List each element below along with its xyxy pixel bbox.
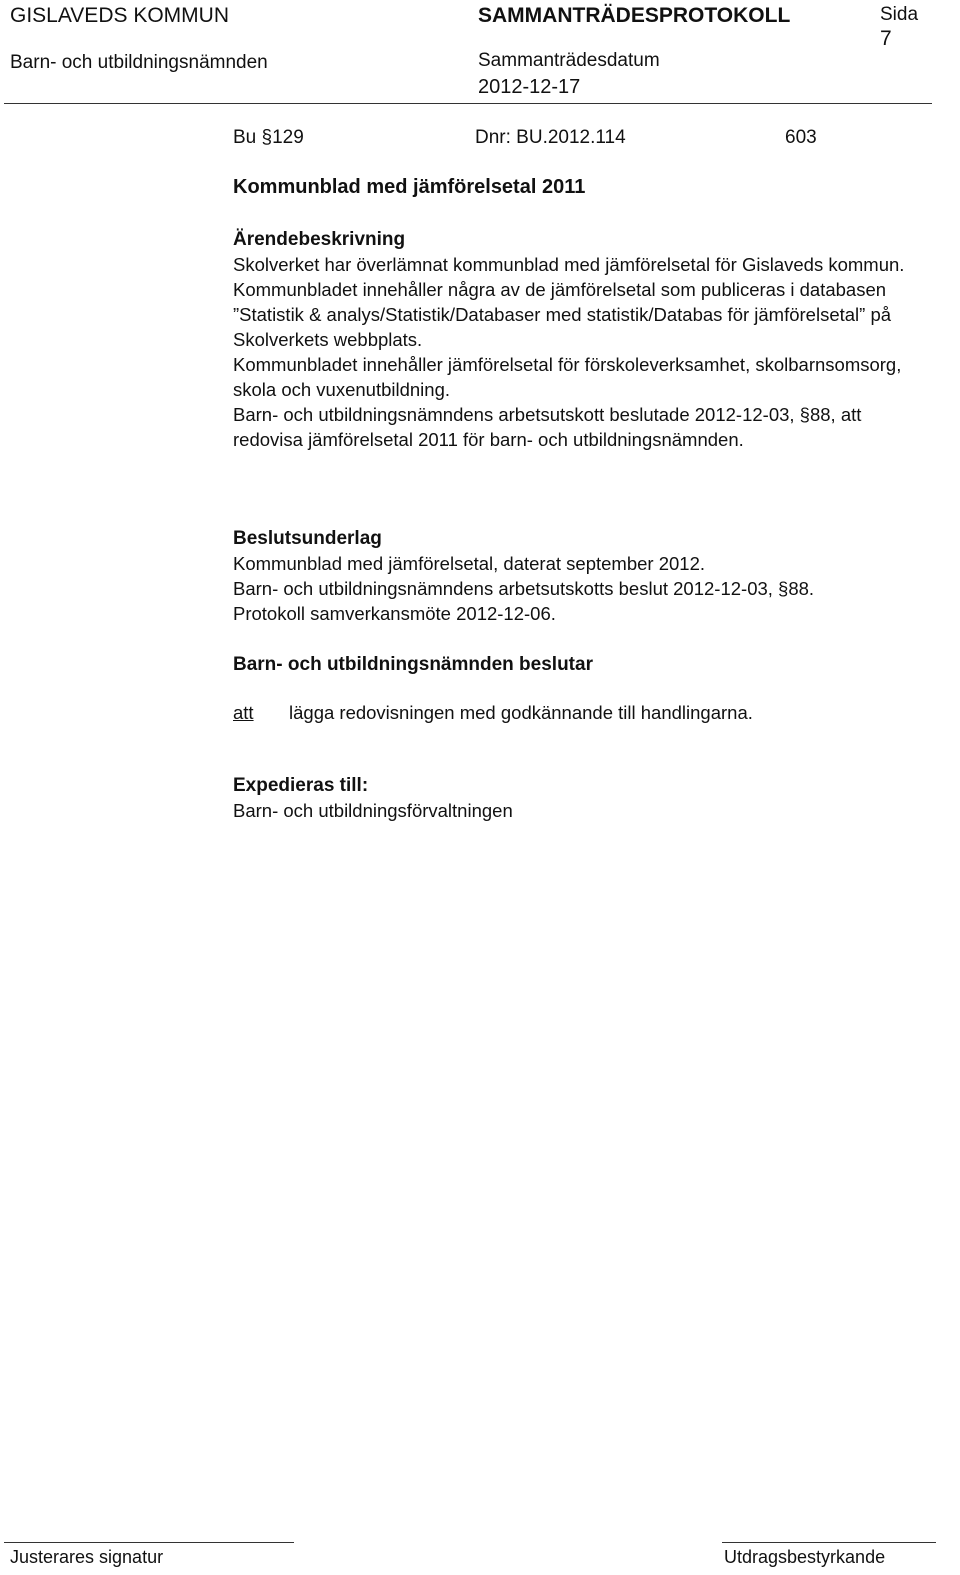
paragraph-number: Bu §129 [233, 127, 304, 148]
meeting-date-label: Sammanträdesdatum [478, 50, 660, 71]
description-paragraph-2-line: Kommunbladet innehåller jämförelsetal för förskoleverksamhet, skolbarnsomsorg, [233, 354, 902, 375]
page-label: Sida [880, 4, 919, 25]
dispatch-recipient: Barn- och utbildningsförvaltningen [233, 800, 513, 821]
decision-section [233, 652, 958, 677]
description-line: Kommunbladet innehåller några av de jämförelsetal som publiceras i databasen [233, 279, 887, 300]
decision-heading: Barn- och utbildningsnämnden beslutar [233, 654, 593, 675]
basis-line: Kommunblad med jämförelsetal, daterat september 2012. [233, 553, 706, 574]
decision-att: att [233, 702, 254, 723]
certification-line [722, 1542, 936, 1543]
basis-line: Protokoll samverkansmöte 2012-12-06. [233, 603, 556, 624]
case-title: Kommunblad med jämförelsetal 2011 [233, 176, 586, 198]
dispatch-heading: Expedieras till: [233, 775, 369, 796]
header-divider [4, 103, 932, 104]
org-name: GISLAVEDS KOMMUN [10, 4, 229, 27]
description-paragraph-3-line: redovisa jämförelsetal 2011 för barn- och utbildningsnämnden. [233, 429, 744, 450]
dispatch-section [233, 773, 958, 823]
description-line: Skolverkets webbplats. [233, 329, 423, 350]
page-number: 7 [880, 27, 892, 50]
decision-text: lägga redovisningen med godkännande till handlingarna. [289, 702, 753, 723]
case-code: 603 [785, 127, 817, 148]
description-line: ”Statistik & analys/Statistik/Databaser med statistik/Databas för jämförelsetal” på [233, 304, 892, 325]
basis-heading: Beslutsunderlag [233, 528, 382, 549]
basis-line: Barn- och utbildningsnämndens arbetsutskotts beslut 2012-12-03, §88. [233, 578, 815, 599]
case-number: Dnr: BU.2012.114 [475, 127, 626, 148]
description-heading: Ärendebeskrivning [233, 229, 406, 250]
decision-clause [233, 702, 753, 724]
description-section [233, 227, 958, 452]
signature-line [4, 1542, 294, 1543]
adjuster-signature-label: Justerares signatur [10, 1547, 164, 1567]
document-title: SAMMANTRÄDESPROTOKOLL [478, 4, 791, 27]
meeting-date: 2012-12-17 [478, 76, 581, 98]
department-name: Barn- och utbildningsnämnden [10, 52, 268, 73]
extract-certification-label: Utdragsbestyrkande [724, 1547, 886, 1567]
basis-section [233, 526, 958, 626]
description-paragraph-3-line: Barn- och utbildningsnämndens arbetsutskott beslutade 2012-12-03, §88, att [233, 404, 862, 425]
description-paragraph-2-line: skola och vuxenutbildning. [233, 379, 451, 400]
description-line: Skolverket har överlämnat kommunblad med jämförelsetal för Gislaveds kommun. [233, 254, 905, 275]
